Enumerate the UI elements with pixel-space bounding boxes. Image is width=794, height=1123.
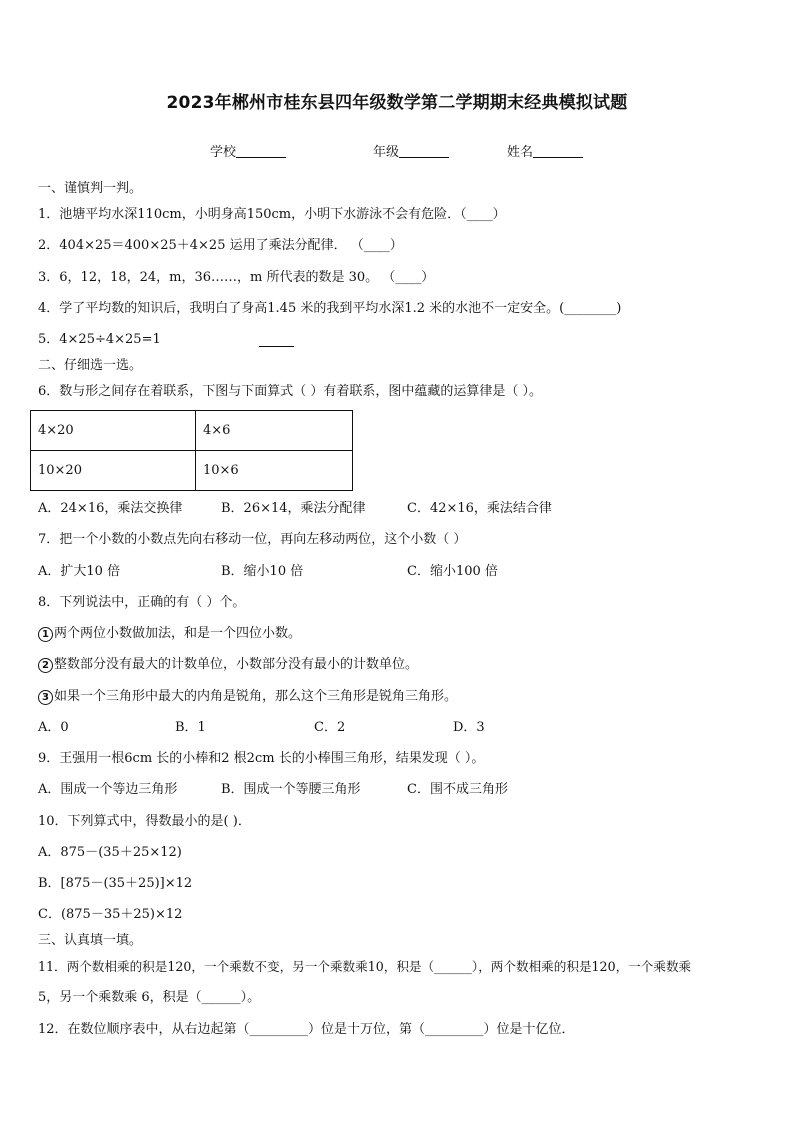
- q6-option-c[interactable]: C．42×16，乘法结合律: [407, 501, 552, 516]
- question-5-answer-blank[interactable]: [259, 346, 294, 347]
- question-9: 9．王强用一根6cm 长的小棒和2 根2cm 长的小棒围三角形，结果发现（ ）。: [38, 751, 485, 766]
- question-11-line-2: 5，另一个乘数乘 6，积是（______）。: [38, 990, 261, 1005]
- q8-statement-1: [38, 626, 301, 642]
- table-cell: 4×20: [31, 411, 196, 451]
- table-row: [31, 451, 353, 491]
- q8-statement-2: [38, 657, 418, 673]
- table-cell: 10×20: [31, 451, 196, 491]
- question-11-line-1: 11．两个数相乘的积是120，一个乘数不变，另一个乘数乘10，积是（______），两个数相乘的积是120，一个乘数乘: [38, 959, 692, 974]
- school-label: 学校: [210, 145, 237, 160]
- q7-option-c[interactable]: C．缩小100 倍: [407, 564, 498, 579]
- q10-option-c[interactable]: C．(875－35＋25)×12: [38, 907, 183, 922]
- grade-label: 年级: [373, 145, 400, 160]
- statement-text: 两个两位小数做加法，和是一个四位小数。: [54, 626, 302, 641]
- statement-text: 整数部分没有最大的计数单位，小数部分没有最小的计数单位。: [54, 657, 419, 672]
- school-blank[interactable]: [236, 145, 286, 158]
- grade-blank[interactable]: [399, 145, 449, 158]
- name-blank[interactable]: [533, 145, 583, 158]
- q8-option-b[interactable]: B．1: [175, 720, 206, 735]
- question-5: 5．4×25÷4×25=1: [38, 332, 161, 347]
- question-6: 6．数与形之间存在着联系，下图与下面算式（ ）有着联系，图中蕴藏的运算律是（ ）。: [38, 384, 543, 399]
- section-heading-2: 二、仔细选一选。: [38, 358, 143, 373]
- q8-option-d[interactable]: D．3: [453, 720, 485, 735]
- q10-option-a[interactable]: A．875－(35＋25×12): [38, 845, 182, 860]
- statement-text: 如果一个三角形中最大的内角是锐角，那么这个三角形是锐角三角形。: [54, 689, 458, 704]
- q6-option-a[interactable]: A．24×16，乘法交换律: [38, 501, 183, 516]
- question-6-figure-table: [30, 410, 353, 491]
- table-row: [31, 411, 353, 451]
- question-12: 12．在数位顺序表中，从右边起第（_________）位是十万位，第（_________）位是十亿位．: [38, 1022, 575, 1037]
- q9-option-b[interactable]: B．围成一个等腰三角形: [221, 782, 361, 797]
- name-label: 姓名: [507, 145, 534, 160]
- table-cell: 4×6: [196, 411, 353, 451]
- circled-number-3: 3: [38, 690, 53, 705]
- question-10: 10．下列算式中，得数最小的是( )．: [38, 814, 251, 829]
- q8-statement-3: [38, 689, 457, 705]
- q10-option-b[interactable]: B．[875－(35＋25)]×12: [38, 876, 193, 891]
- q9-option-c[interactable]: C．围不成三角形: [407, 782, 508, 797]
- question-4: 4．学了平均数的知识后，我明白了身高1.45 米的我到平均水深1.2 米的水池不一定安全。(________): [38, 301, 622, 316]
- question-8: 8．下列说法中，正确的有（ ）个。: [38, 595, 246, 610]
- q8-option-c[interactable]: C．2: [314, 720, 346, 735]
- grade-field[interactable]: [373, 141, 449, 160]
- school-field[interactable]: [210, 141, 286, 160]
- section-heading-1: 一、谨慎判一判。: [38, 181, 143, 196]
- question-3: 3．6，12，18，24，m，36……，m 所代表的数是 30。 （____）: [38, 270, 435, 285]
- circled-number-1: 1: [38, 627, 53, 642]
- q8-option-a[interactable]: A．0: [38, 720, 69, 735]
- q6-option-b[interactable]: B．26×14，乘法分配律: [221, 501, 366, 516]
- q7-option-b[interactable]: B．缩小10 倍: [221, 564, 304, 579]
- table-cell: 10×6: [196, 451, 353, 491]
- q9-option-a[interactable]: A．围成一个等边三角形: [38, 782, 178, 797]
- q7-option-a[interactable]: A．扩大10 倍: [38, 564, 121, 579]
- page-title: 2023年郴州市桂东县四年级数学第二学期期末经典模拟试题: [166, 93, 628, 113]
- question-1: 1．池塘平均水深110cm，小明身高150cm，小明下水游泳不会有危险．（____）: [38, 207, 506, 222]
- circled-number-2: 2: [38, 658, 53, 673]
- name-field[interactable]: [507, 141, 583, 160]
- question-7: 7．把一个小数的小数点先向右移动一位，再向左移动两位，这个小数（ ）: [38, 532, 467, 547]
- section-heading-3: 三、认真填一填。: [38, 933, 143, 948]
- question-2: 2．404×25＝400×25＋4×25 运用了乘法分配律． （____）: [38, 238, 403, 253]
